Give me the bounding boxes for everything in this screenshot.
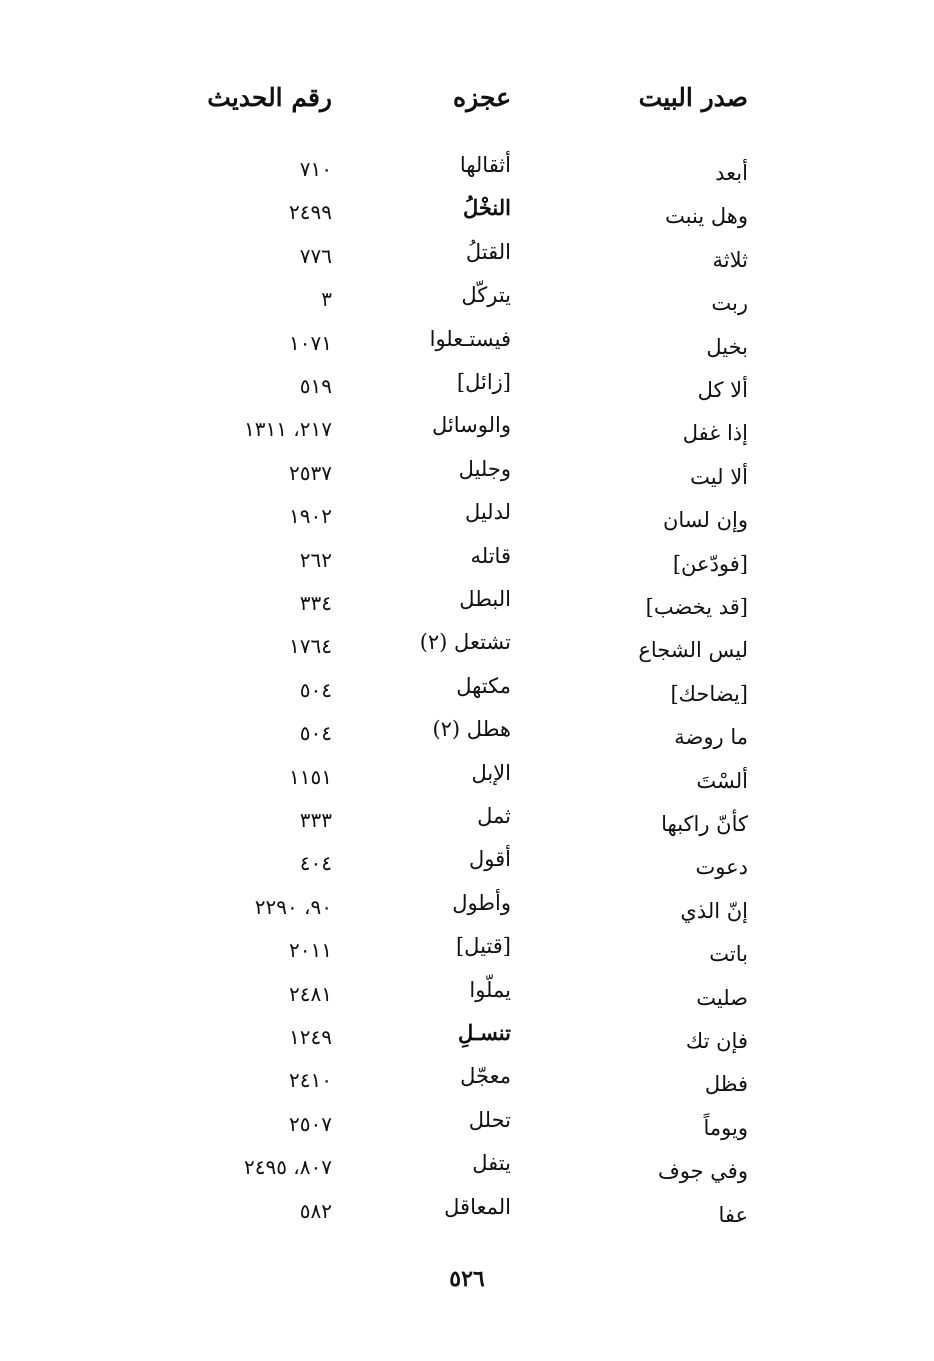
verse-start-cell: صليت [696,985,748,1010]
header-hadith-number: رقم الحديث [207,83,332,112]
table-row [0,977,934,1020]
verse-end-cell: يتفل [472,1151,511,1176]
verse-end-cell: والوسائل [432,413,511,438]
hadith-number-cell: ٢٠١١ [289,938,332,963]
header-verse-end: عجزه [453,83,511,112]
verse-end-cell: يتركّل [461,283,511,308]
table-row [0,933,934,976]
hadith-number-cell: ١٩٠٢ [289,504,332,529]
verse-start-cell: ليس الشجاع [638,638,748,663]
verse-end-cell: تنسـلِ [458,1020,511,1045]
hadith-number-cell: ١١٥١ [289,764,332,789]
verse-end-cell: تحلل [468,1107,511,1132]
verse-start-cell: دعوت [695,855,748,880]
table-row [0,1020,934,1063]
verse-start-cell: ألسْتَ [696,768,748,793]
hadith-number-cell: ١٧٦٤ [289,634,332,659]
table-row [0,846,934,889]
hadith-number-cell: ٢٥٣٧ [289,460,332,485]
verse-start-cell: ألا ليت [690,464,748,489]
verse-end-cell: وأطول [452,890,511,915]
hadith-number-cell: ٢٤١٠ [289,1068,332,1093]
table-row [0,586,934,629]
table-row [0,195,934,238]
verse-start-cell: [قد يخضب] [645,595,748,619]
hadith-number-cell: ٥١٩ [299,374,332,398]
table-row [0,282,934,325]
table-row [0,1063,934,1106]
verse-start-cell: إنّ الذي [680,898,748,923]
verse-start-cell: باتت [709,942,748,967]
hadith-number-cell: ١٢٤٩ [289,1025,332,1049]
table-row [0,629,934,672]
verse-start-cell: فإن تك [685,1029,748,1053]
hadith-number-cell: ٣ [321,287,332,312]
hadith-number-cell: ٨٠٧، ٢٤٩٥ [243,1155,332,1180]
hadith-number-cell: ٧١٠ [299,157,332,181]
verse-end-cell: أقول [469,847,511,872]
verse-end-cell: لدليل [464,500,511,525]
verse-end-cell: وجليل [458,456,511,481]
verse-end-cell: تشتعل (٢) [419,630,511,655]
table-row [0,152,934,195]
hadith-number-cell: ٢٤٩٩ [289,200,332,225]
hadith-number-cell: ٧٧٦ [299,243,332,268]
table-row [0,239,934,282]
verse-start-cell: ويوماً [703,1115,748,1140]
table-row [0,369,934,412]
verse-start-cell: ثلاثة [712,247,748,272]
table-row [0,412,934,455]
verse-end-cell: معجّل [460,1064,511,1089]
hadith-number-cell: ٢٥٠٧ [289,1111,332,1136]
verse-end-cell: [قتيل] [455,934,511,959]
table-row [0,1150,934,1193]
verse-start-cell: عفا [718,1202,748,1227]
hadith-number-cell: ٥٨٢ [299,1198,332,1223]
verse-end-cell: المعاقل [444,1194,511,1219]
hadith-number-cell: ٣٣٤ [299,591,332,615]
hadith-number-cell: ٩٠، ٢٢٩٠ [254,894,332,919]
verse-start-cell: كأنّ راكبها [661,812,748,836]
hadith-number-cell: ٥٠٤ [299,677,332,702]
table-row [0,1194,934,1237]
table-row [0,543,934,586]
page-number: ٥٢٦ [449,1266,485,1292]
table-row [0,716,934,759]
verse-end-cell: ثمل [477,804,511,828]
verse-start-cell: وهل ينبت [665,204,748,229]
verse-end-cell: هطل (٢) [432,717,511,742]
verse-start-cell: أبعد [715,161,748,185]
verse-end-cell: أثقالها [459,153,511,177]
table-row [0,326,934,369]
table-row [0,803,934,846]
verse-start-cell: [فودّعن] [672,551,748,576]
hadith-number-cell: ٢٦٢ [299,547,332,572]
verse-start-cell: وفي جوف [658,1159,748,1184]
table-row [0,499,934,542]
verse-start-cell: إذا غفل [682,421,748,446]
verse-end-cell: الإبل [471,760,511,785]
hadith-number-cell: ٢١٧، ١٣١١ [243,417,332,442]
hadith-number-cell: ٤٠٤ [299,851,332,876]
hadith-number-cell: ١٠٧١ [289,330,332,355]
verse-end-cell: قاتله [470,543,511,568]
table-row [0,1107,934,1150]
table-row [0,760,934,803]
hadith-number-cell: ٥٠٤ [299,721,332,746]
verse-end-cell: النخْلُ [462,195,511,221]
verse-end-cell: فيستـعلوا [429,326,511,351]
verse-start-cell: ألا كل [697,378,748,402]
verse-start-cell: بخيل [706,334,748,359]
verse-start-cell: ما روضة [674,725,748,750]
hadith-number-cell: ٢٤٨١ [289,981,332,1006]
verse-end-cell: يملّوا [469,977,511,1002]
table-row [0,456,934,499]
verse-start-cell: فظل [704,1072,748,1097]
verse-end-cell: مكتهل [456,673,511,698]
verse-end-cell: البطل [459,587,511,611]
verse-end-cell: [زائل] [456,370,511,394]
header-verse-start: صدر البيت [638,83,748,112]
verse-start-cell: [يضاحك] [670,681,748,706]
table-row [0,890,934,933]
hadith-number-cell: ٣٣٣ [299,808,332,832]
verse-end-cell: القتلُ [465,239,511,264]
table-row [0,673,934,716]
verse-start-cell: ربت [711,291,748,316]
verse-start-cell: وإن لسان [662,508,748,533]
